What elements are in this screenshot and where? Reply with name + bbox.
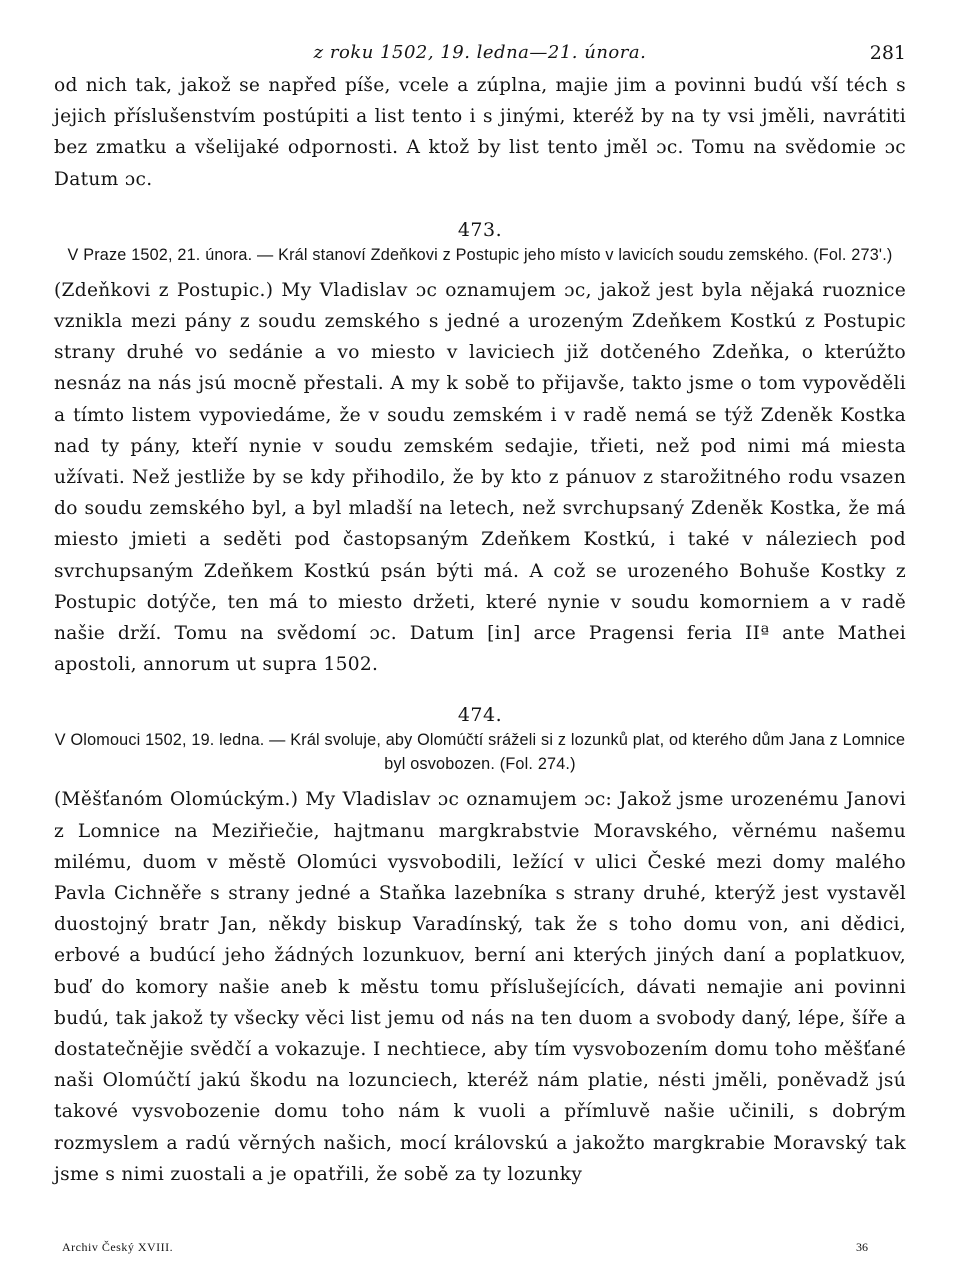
page-footer (62, 1240, 906, 1260)
document-regest: V Olomouci 1502, 19. ledna. — Král svoluje, aby Olomúčtí sráželi si z lozunků plat, od kterého dům Jana z Lomnice byl osvobozen. (Fol. 274.) (54, 731, 906, 774)
running-head: z roku 1502, 19. ledna—21. února. (313, 42, 647, 63)
document-text: (Zdeňkovi z Postupic.) My Vladislav ɔc oznamujem ɔc, jakož jest byla nějaká ruoznice vznikla mezi pány z soudu zemského s jedné a urozeným Zdeňkem Kostkú z Postupic strany druhé vo sedánie a vo miesto v laviciech již dotčeného Zdeňka, o kterúžto nesnáz na nás jsú mocně přestali. A my k sobě to přijavše, takto jsme o tom vypověděli a tímto listem vypoviedáme, že v soudu zemském i v radě nemá se týž Zdeněk Kostka nad ty pány, kteří nynie v soudu zemském sedajie, třieti, než pod nimi má miesta užívati. Než jestliže by se kdy přihodilo, že by kto z pánuov z starožitného rodu vsazen do soudu zemského byl, a byl mladší na letech, než svrchupsaný Zdeněk Kostka, že má miesto jmieti a seděti pod častopsaným Zdeňkem Kostkú, i také v náleziech pod svrchupsaným Zdeňkem Kostkú psán býti má. A což se urozeného Bohuše Kostky z Postupic dotýče, ten má to miesto držeti, které nynie v soudu komorniem a v radě našie drží. Tomu na svědomí ɔc. Datum [in] arce Pragensi feria IIª ante Mathei apostoli, annorum ut supra 1502. (54, 279, 906, 676)
page-header (54, 38, 906, 70)
document-474 (54, 704, 906, 1190)
signature-mark: Archiv Český XVIII. (62, 1240, 174, 1254)
page-number: 281 (869, 42, 906, 64)
document-473 (54, 219, 906, 681)
document-number: 473. (457, 218, 503, 241)
document-number: 474. (457, 704, 503, 727)
page (54, 38, 906, 1190)
document-text: (Měšťanóm Olomúckým.) My Vladislav ɔc oznamujem ɔc: Jakož jsme urozenému Janovi z Lomnice na Meziřiečie, hajtmanu margkrabstvie Moravského, věrnému našemu milému, duom v městě Olomúci vysvobodili, ležící v ulici České mezi domy malého Pavla Cichněře s strany jedné a Staňka lazebníka s strany druhé, kterýž jest vystavěl duostojný bratr Jan, někdy biskup Varadínský, tak že s toho domu von, ani dědici, erbové a budúcí jeho žádných lozunkuov, berní ani kterých jiných daní a poplatkuov, buď do komory našie aneb k městu tomu příslušejících, dávati nemajie ani povinni budú, tak jakož ty všecky věci list jemu od nás na ten duom a svobody daný, lépe, šíře a dostatečnějie svědčí a vokazuje. I nechtiece, aby tím vysvobozením domu toho měšťané naši Olomúčtí jakú škodu na lozunciech, kteréž nám platie, nésti jměli, poněvadž jsú takové vysvobozenie domu toho nám k vuoli a přímluvě našie učinili, s dobrým rozmyslem a radú věrných našich, mocí královskú a jakožto margkrabie Moravský tak jsme s nimi zuostali a je opatřili, že sobě za ty lozunky (54, 789, 906, 1185)
quire-number: 36 (856, 1240, 868, 1254)
continuation-paragraph: od nich tak, jakož se napřed píše, vcele a zúplna, majie jim a povinni budú vší téch s jejich příslušenstvím postúpiti a list tento i s jinými, kteréž by na ty vsi jměli, navrátiti bez zmatku a všelijaké odpornosti. A ktož by list tento jměl ɔc. Tomu na svědomie ɔc Datum ɔc. (54, 75, 906, 190)
document-regest: V Praze 1502, 21. února. — Král stanoví Zdeňkovi z Postupic jeho místo v lavicích soudu zemského. (Fol. 273'.) (67, 245, 893, 264)
